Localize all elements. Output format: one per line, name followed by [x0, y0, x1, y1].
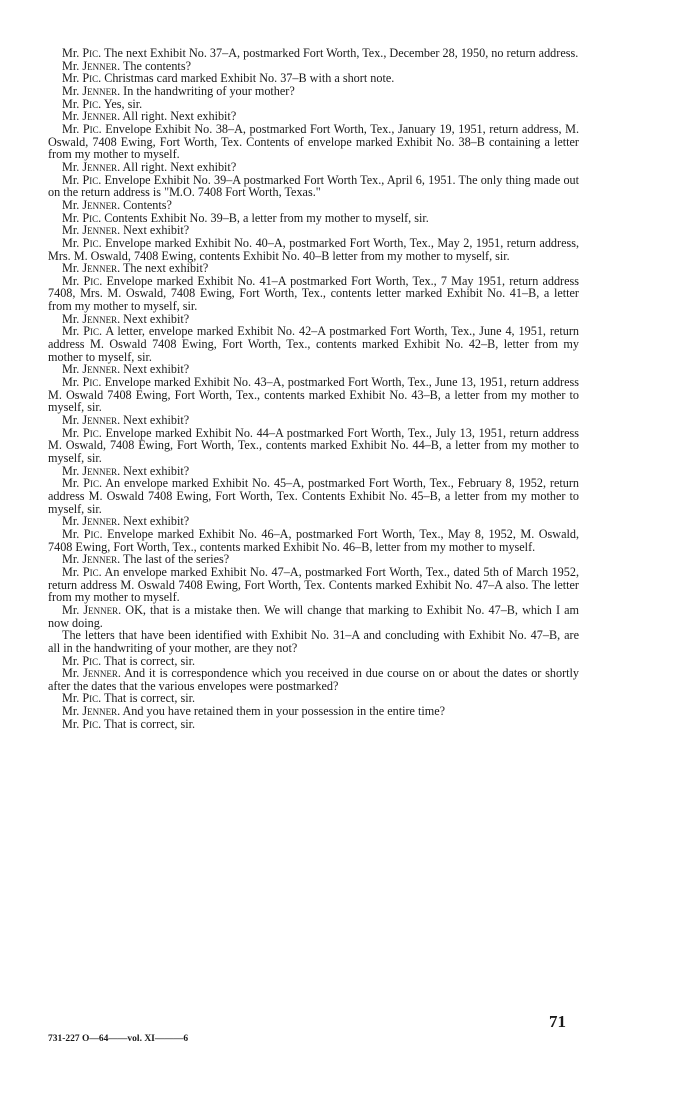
- speaker-title: Mr.: [62, 235, 80, 250]
- speaker-name: Jenner.: [82, 197, 121, 212]
- speaker-name: Jenner.: [83, 666, 121, 681]
- speaker-name: Pic.: [83, 273, 103, 288]
- speaker-name: Jenner.: [82, 159, 121, 174]
- speaker-name: Pic.: [82, 691, 102, 706]
- speaker-title: Mr.: [62, 564, 80, 579]
- testimony-paragraph: [48, 629, 579, 654]
- speaker-title: Mr.: [62, 666, 80, 681]
- speaker-name: Jenner.: [82, 704, 121, 719]
- speech-text: All right. Next exhibit?: [122, 109, 237, 124]
- testimony-paragraph: [48, 275, 579, 313]
- speech-text: Envelope Exhibit No. 38–A, postmarked Fort Worth, Tex., January 19, 1951, return address, M. Oswald, 7408 Ewing, Fort Worth, Tex. Contents of envelope marked Exhibit No. 38–B containing a letter from my mother to myself.: [48, 121, 579, 162]
- speaker-name: Pic.: [83, 324, 103, 339]
- testimony-paragraph: [48, 325, 579, 363]
- speaker-title: Mr.: [62, 46, 80, 60]
- speaker-name: Jenner.: [82, 552, 121, 567]
- speech-text: The letters that have been identified with Exhibit No. 31–A and concluding with Exhibit No. 47–B, are all in the handwriting of your mother, are they not?: [48, 628, 579, 655]
- speech-text: In the handwriting of your mother?: [123, 83, 295, 98]
- speaker-name: Pic.: [82, 172, 102, 187]
- testimony-paragraph: [48, 477, 579, 515]
- speaker-title: Mr.: [62, 476, 80, 491]
- speech-text: Contents Exhibit No. 39–B, a letter from my mother to myself, sir.: [104, 210, 429, 225]
- speaker-title: Mr.: [62, 223, 80, 238]
- speaker-title: Mr.: [62, 552, 80, 567]
- speech-text: Next exhibit?: [123, 223, 190, 238]
- speech-text: OK, that is a mistake then. We will change that marking to Exhibit No. 47–B, which I am now doing.: [48, 602, 580, 630]
- speech-text: Next exhibit?: [123, 514, 190, 529]
- speaker-name: Pic.: [82, 425, 102, 440]
- speaker-title: Mr.: [62, 197, 80, 212]
- speaker-name: Jenner.: [82, 58, 121, 73]
- speaker-name: Pic.: [82, 653, 102, 668]
- speech-text: Next exhibit?: [123, 311, 190, 326]
- speech-text: Christmas card marked Exhibit No. 37–B with a short note.: [104, 71, 395, 86]
- speech-text: And it is correspondence which you received in due course on or about the dates or shortly after the dates that the various envelopes were postmarked?: [48, 666, 580, 693]
- speech-text: Envelope marked Exhibit No. 40–A, postmarked Fort Worth, Tex., May 2, 1951, return address, Mrs. M. Oswald, 7408 Ewing, contents Exhibit No. 40–B letter from my mother to myself, sir.: [48, 235, 580, 263]
- speaker-title: Mr.: [62, 653, 80, 668]
- speaker-title: Mr.: [62, 691, 80, 706]
- speaker-title: Mr.: [62, 324, 80, 339]
- speaker-name: Jenner.: [82, 413, 121, 428]
- speaker-title: Mr.: [62, 261, 80, 276]
- speech-text: That is correct, sir.: [103, 716, 196, 731]
- speaker-name: Pic.: [82, 716, 102, 731]
- speech-text: Envelope Exhibit No. 39–A postmarked Fort Worth Tex., April 6, 1951. The only thing made out on the return address is "M.O. 7408 Fort Worth, Texas.": [48, 172, 580, 200]
- speech-text: Contents?: [123, 197, 172, 212]
- speaker-name: Pic.: [82, 210, 102, 225]
- testimony-paragraph: [48, 528, 579, 553]
- testimony-paragraph: [48, 718, 579, 731]
- speaker-title: Mr.: [62, 58, 80, 73]
- speaker-name: Pic.: [82, 46, 102, 60]
- speaker-name: Jenner.: [82, 311, 121, 326]
- speaker-title: Mr.: [62, 514, 80, 529]
- speech-text: Envelope marked Exhibit No. 41–A postmarked Fort Worth, Tex., 7 May 1951, return address 7408, Mrs. M. Oswald, 7408 Ewing, Fort Worth, Tex., contents letter marked Exhibit No. 41–B, a letter from my mother to myself, sir.: [48, 273, 580, 314]
- speaker-title: Mr.: [62, 375, 80, 390]
- page-number: 71: [549, 1012, 566, 1031]
- speaker-name: Pic.: [82, 121, 102, 136]
- speaker-title: Mr.: [62, 362, 80, 377]
- speech-text: Yes, sir.: [103, 96, 143, 111]
- speaker-title: Mr.: [62, 273, 80, 288]
- speaker-title: Mr.: [62, 172, 80, 187]
- speaker-name: Pic.: [82, 235, 102, 250]
- testimony-paragraph: [48, 427, 579, 465]
- speaker-name: Jenner.: [82, 83, 121, 98]
- speaker-name: Pic.: [83, 476, 103, 491]
- speaker-title: Mr.: [62, 83, 80, 98]
- testimony-paragraph: [48, 174, 579, 199]
- testimony-paragraph: [48, 604, 579, 629]
- speaker-title: Mr.: [62, 425, 80, 440]
- speech-text: The last of the series?: [122, 552, 230, 567]
- speech-text: Envelope marked Exhibit No. 43–A, postmarked Fort Worth, Tex., June 13, 1951, return address M. Oswald 7408 Ewing, Fort Worth, Tex., contents marked Exhibit No. 43–B, a letter from my mother to myself, sir.: [48, 375, 580, 415]
- transcript-body: [48, 47, 579, 730]
- speaker-name: Pic.: [82, 375, 102, 390]
- speaker-title: Mr.: [62, 716, 80, 731]
- speaker-name: Pic.: [83, 526, 103, 541]
- testimony-paragraph: [48, 566, 579, 604]
- speaker-title: Mr.: [62, 413, 80, 428]
- speaker-title: Mr.: [62, 109, 80, 124]
- speech-text: All right. Next exhibit?: [122, 159, 237, 174]
- speaker-title: Mr.: [62, 159, 80, 174]
- speaker-name: Jenner.: [82, 362, 121, 377]
- speech-text: That is correct, sir.: [103, 691, 196, 706]
- testimony-paragraph: [48, 237, 579, 262]
- speaker-title: Mr.: [62, 121, 80, 136]
- speaker-title: Mr.: [62, 704, 80, 719]
- speech-text: Next exhibit?: [123, 463, 190, 478]
- testimony-paragraph: [48, 667, 579, 692]
- speaker-name: Jenner.: [82, 223, 121, 238]
- speaker-title: Mr.: [62, 96, 80, 111]
- speaker-name: Jenner.: [83, 602, 122, 617]
- speaker-name: Pic.: [82, 71, 102, 86]
- speech-text: An envelope marked Exhibit No. 45–A, postmarked Fort Worth, Tex., February 8, 1952, return address M. Oswald 7408 Ewing, Fort Worth, Tex. Contents Exhibit No. 45–B, a letter from my mother to myself, sir.: [48, 476, 580, 516]
- speech-text: Next exhibit?: [123, 413, 190, 428]
- speech-text: An envelope marked Exhibit No. 47–A, postmarked Fort Worth, Tex., dated 5th of March 1952, return address M. Oswald 7408 Ewing, Fort Worth, Tex. Contents marked Exhibit No. 47–A also. The letter from my mother to myself.: [48, 564, 579, 605]
- speaker-title: Mr.: [62, 463, 80, 478]
- speech-text: The next exhibit?: [122, 261, 209, 276]
- speaker-name: Pic.: [82, 564, 102, 579]
- speaker-name: Pic.: [82, 96, 102, 111]
- speech-text: And you have retained them in your possession in the entire time?: [122, 704, 446, 719]
- speech-text: Envelope marked Exhibit No. 44–A postmarked Fort Worth, Tex., July 13, 1951, return address M. Oswald, 7408 Ewing, Fort Worth, Tex., contents marked Exhibit No. 44–B, a letter from my mother to myself, sir.: [48, 425, 580, 465]
- speaker-name: Jenner.: [82, 109, 121, 124]
- speaker-name: Jenner.: [82, 514, 121, 529]
- speaker-name: Jenner.: [82, 261, 121, 276]
- testimony-paragraph: [48, 376, 579, 414]
- speaker-title: Mr.: [62, 71, 80, 86]
- speech-text: A letter, envelope marked Exhibit No. 42–A postmarked Fort Worth, Tex., June 4, 1951, return address M. Oswald 7408 Ewing, Fort Worth, Tex., contents marked Exhibit No. 42–B, letter from my mother to myself, sir.: [48, 324, 579, 364]
- speaker-title: Mr.: [62, 602, 80, 617]
- speaker-title: Mr.: [62, 210, 80, 225]
- speech-text: Next exhibit?: [123, 362, 190, 377]
- speaker-name: Jenner.: [82, 463, 121, 478]
- speech-text: The next Exhibit No. 37–A, postmarked Fort Worth, Tex., December 28, 1950, no return address.: [103, 46, 579, 60]
- speaker-title: Mr.: [62, 311, 80, 326]
- testimony-paragraph: [48, 123, 579, 161]
- speech-text: Envelope marked Exhibit No. 46–A, postmarked Fort Worth, Tex., May 8, 1952, M. Oswald, 7408 Ewing, Fort Worth, Tex., contents marked Exhibit No. 46–B, letter from my mother to myself.: [48, 526, 580, 554]
- speech-text: The contents?: [122, 58, 191, 73]
- speech-text: That is correct, sir.: [103, 653, 196, 668]
- print-code-footer: 731-227 O—64——vol. XI———6: [48, 1034, 189, 1044]
- speaker-title: Mr.: [62, 526, 80, 541]
